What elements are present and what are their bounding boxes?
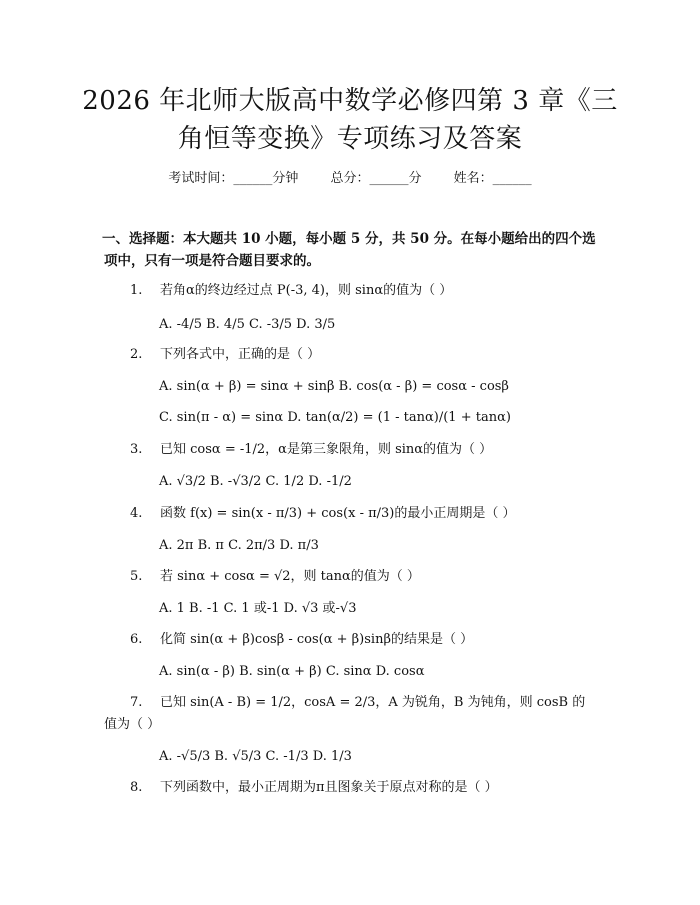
question-stem: 化简 sin(α + β)cosβ - cos(α + β)sinβ的结果是（ ） [160,632,474,647]
question-stem: 若 sinα + cosα = √2，则 tanα的值为（ ） [160,569,420,584]
page-title [40,82,660,158]
question-number: 3. [130,442,143,457]
question-stem: 下列函数中，最小正周期为π且图象关于原点对称的是（ ） [160,780,498,795]
title-line-1: 2026 年北师大版高中数学必修四第 3 章《三 [82,86,618,116]
question-2-options-line-2: C. sin(π - α) = sinα D. tan(α/2) = (1 - tanα)/(1 + tanα) [159,410,511,425]
section-heading-line-2: 项中，只有一项是符合题目要求的。 [104,253,320,269]
question-stem: 已知 cosα = -1/2，α是第三象限角，则 sinα的值为（ ） [160,442,493,457]
question-number: 8. [130,780,143,795]
exam-info-line [0,170,700,188]
question-number: 4. [130,506,143,521]
question-number: 2. [130,347,143,362]
question-6-options: A. sin(α - β) B. sin(α + β) C. sinα D. cosα [159,664,425,679]
question-number: 6. [130,632,143,647]
question-number: 1. [130,283,143,298]
question-1-options: A. -4/5 B. 4/5 C. -3/5 D. 3/5 [159,317,336,332]
section-heading-line-1: 一、选择题：本大题共 10 小题，每小题 5 分，共 50 分。在每小题给出的四个选 [102,231,596,247]
title-line-2: 角恒等变换》专项练习及答案 [177,124,523,154]
student-name-field: 姓名：______ [453,171,532,186]
question-stem-line-2: 值为（ ） [104,717,161,732]
question-stem-text: 已知 sin(A - B) = 1/2，cosA = 2/3，A 为锐角，B 为钝角，则 cosB 的 [160,695,586,710]
question-2-options-line-1: A. sin(α + β) = sinα + sinβ B. cos(α - β) = cosα - cosβ [159,379,509,394]
exam-time-field: 考试时间：______分钟 [168,171,299,186]
question-5-options: A. 1 B. -1 C. 1 或-1 D. √3 或-√3 [159,601,357,616]
question-number: 7. [130,695,143,710]
question-number: 5. [130,569,143,584]
question-7-options: A. -√5/3 B. √5/3 C. -1/3 D. 1/3 [159,749,352,764]
section-heading [104,228,604,272]
question-stem: 函数 f(x) = sin(x - π/3) + cos(x - π/3)的最小正周期是（ ） [160,506,516,521]
total-score-field: 总分：______分 [330,171,422,186]
question-7 [104,692,596,736]
question-4-options: A. 2π B. π C. 2π/3 D. π/3 [159,538,319,553]
question-stem-line-1 [104,692,596,714]
question-stem: 若角α的终边经过点 P(-3, 4)，则 sinα的值为（ ） [160,283,453,298]
question-3-options: A. √3/2 B. -√3/2 C. 1/2 D. -1/2 [159,474,352,489]
question-stem: 下列各式中，正确的是（ ） [160,347,321,362]
